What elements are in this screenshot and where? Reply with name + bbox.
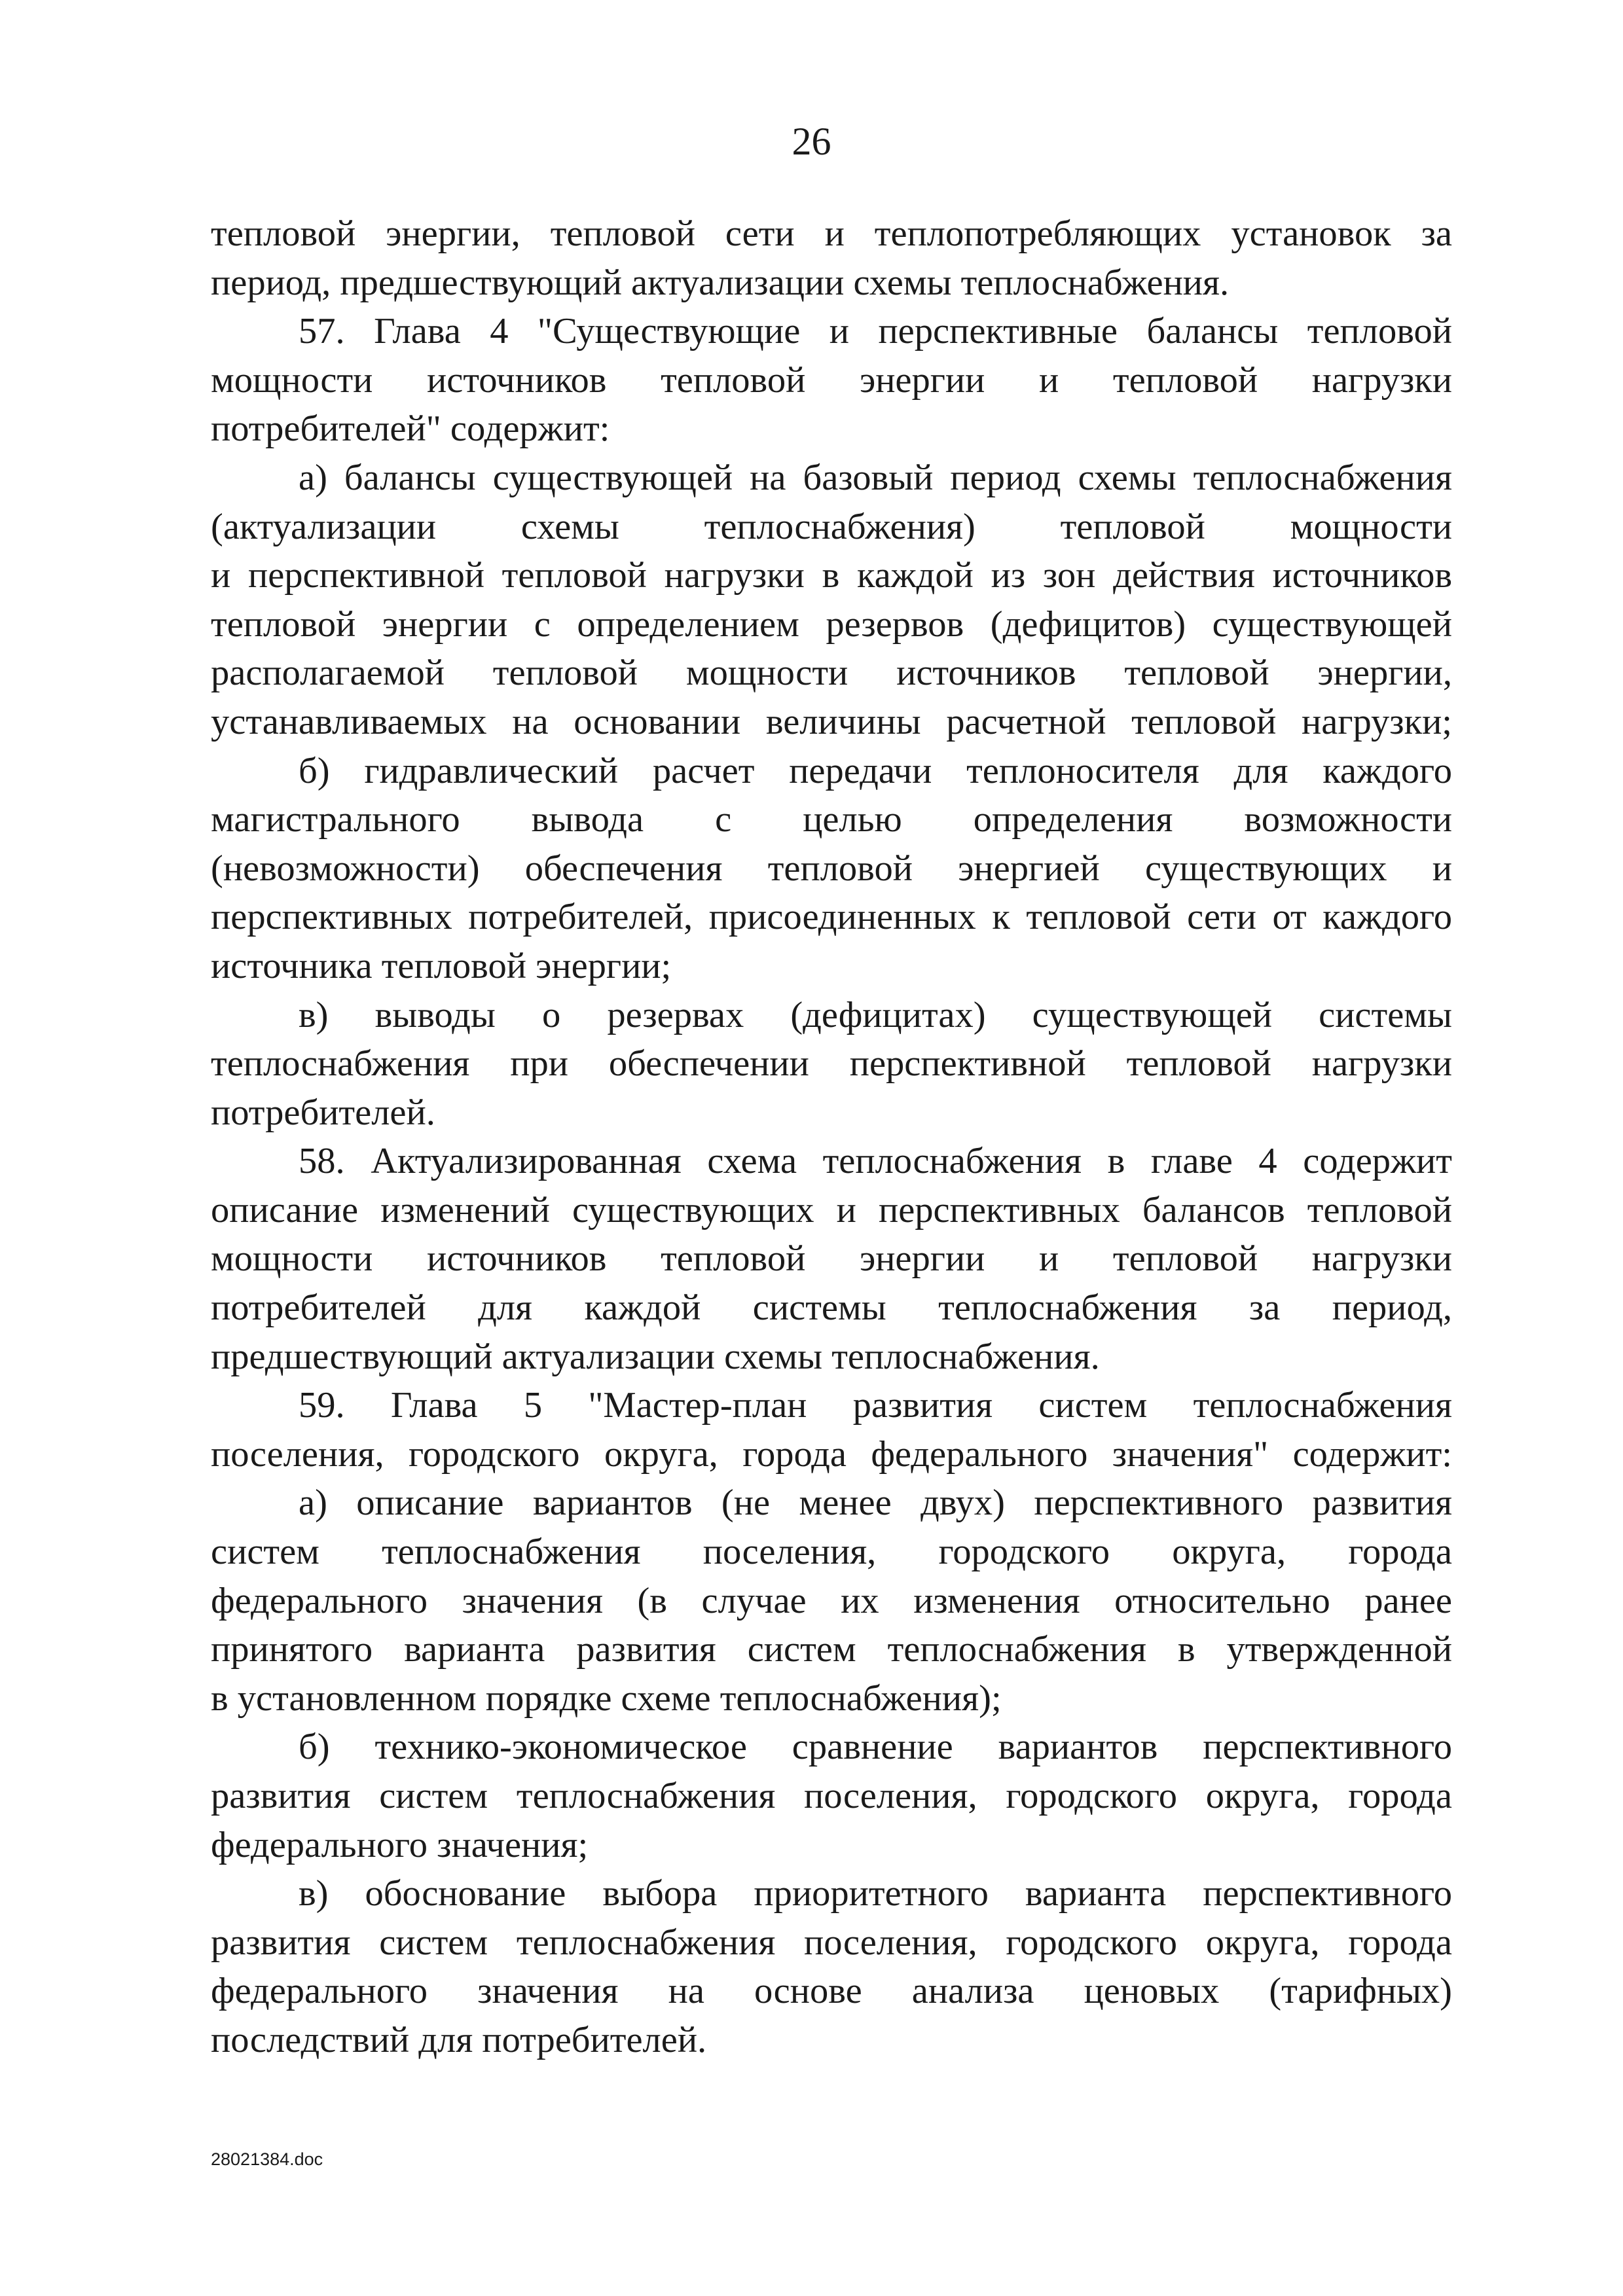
- text-line: последствий для потребителей.: [211, 2019, 707, 2060]
- text-line: федерального значения (в случае их изменения относительно ранее: [211, 1580, 1452, 1621]
- paragraph-item-59-a: [211, 1479, 1452, 1723]
- text-line: систем теплоснабжения поселения, городского округа, города: [211, 1532, 1452, 1573]
- paragraph-item-59: [211, 1381, 1452, 1479]
- text-line: потребителей" содержит:: [211, 408, 610, 450]
- text-line: федерального значения на основе анализа ценовых (тарифных): [211, 1971, 1452, 2012]
- paragraph-continuation: [211, 209, 1452, 307]
- text-line: теплоснабжения при обеспечении перспективной тепловой нагрузки: [211, 1043, 1452, 1085]
- text-line: развития систем теплоснабжения поселения, городского округа, города: [211, 1922, 1452, 1963]
- paragraph-item-58: [211, 1137, 1452, 1381]
- paragraph-item-59-b: [211, 1723, 1452, 1869]
- text-line: источника тепловой энергии;: [211, 945, 672, 986]
- text-line: мощности источников тепловой энергии и тепловой нагрузки: [211, 1238, 1452, 1280]
- text-line: а) описание вариантов (не менее двух) перспективного развития: [299, 1482, 1452, 1524]
- paragraph-item-57: [211, 307, 1452, 454]
- paragraph-item-57-b: [211, 747, 1452, 991]
- text-line: в установленном порядке схеме теплоснабжения);: [211, 1677, 1002, 1719]
- page-number: 26: [792, 120, 831, 163]
- text-line: мощности источников тепловой энергии и тепловой нагрузки: [211, 359, 1452, 401]
- text-line: 58. Актуализированная схема теплоснабжения в главе 4 содержит: [299, 1141, 1452, 1182]
- text-line: (невозможности) обеспечения тепловой энергией существующих и: [211, 848, 1452, 889]
- text-line: перспективных потребителей, присоединенных к тепловой сети от каждого: [211, 897, 1452, 938]
- text-line: тепловой энергии, тепловой сети и теплопотребляющих установок за: [211, 213, 1452, 254]
- paragraph-item-59-v: [211, 1869, 1452, 2064]
- text-line: (актуализации схемы теплоснабжения) тепловой мощности: [211, 506, 1452, 547]
- text-line: описание изменений существующих и перспективных балансов тепловой: [211, 1189, 1452, 1230]
- text-line: развития систем теплоснабжения поселения, городского округа, города: [211, 1776, 1452, 1816]
- document-reference: 28021384.doc: [211, 2149, 323, 2169]
- text-line: потребителей для каждой системы теплоснабжения за период,: [211, 1287, 1452, 1329]
- text-line: устанавливаемых на основании величины расчетной тепловой нагрузки;: [211, 701, 1452, 742]
- text-line: б) технико-экономическое сравнение вариантов перспективного: [299, 1727, 1452, 1768]
- text-line: потребителей.: [211, 1092, 435, 1133]
- text-line: магистрального вывода с целью определения возможности: [211, 799, 1452, 840]
- text-line: поселения, городского округа, города федерального значения" содержит:: [211, 1433, 1452, 1475]
- text-line: 59. Глава 5 "Мастер-план развития систем теплоснабжения: [299, 1385, 1452, 1426]
- text-line: тепловой энергии с определением резервов (дефицитов) существующей: [211, 603, 1452, 645]
- text-line: принятого варианта развития систем теплоснабжения в утвержденной: [211, 1629, 1452, 1670]
- paragraph-item-57-a: [211, 454, 1452, 747]
- text-line: предшествующий актуализации схемы теплоснабжения.: [211, 1336, 1100, 1377]
- text-line: федерального значения;: [211, 1824, 589, 1865]
- text-line: в) обоснование выбора приоритетного варианта перспективного: [299, 1873, 1452, 1914]
- text-line: и перспективной тепловой нагрузки в каждой из зон действия источников: [211, 555, 1452, 596]
- text-line: б) гидравлический расчет передачи теплоносителя для каждого: [299, 750, 1452, 791]
- paragraph-item-57-v: [211, 991, 1452, 1138]
- text-line: в) выводы о резервах (дефицитах) существующей системы: [299, 994, 1452, 1035]
- text-line: период, предшествующий актуализации схемы теплоснабжения.: [211, 262, 1230, 303]
- document-body: [211, 209, 1452, 2065]
- text-line: а) балансы существующей на базовый период схемы теплоснабжения: [299, 457, 1452, 498]
- text-line: располагаемой тепловой мощности источников тепловой энергии,: [211, 653, 1452, 694]
- text-line: 57. Глава 4 "Существующие и перспективные балансы тепловой: [299, 311, 1452, 352]
